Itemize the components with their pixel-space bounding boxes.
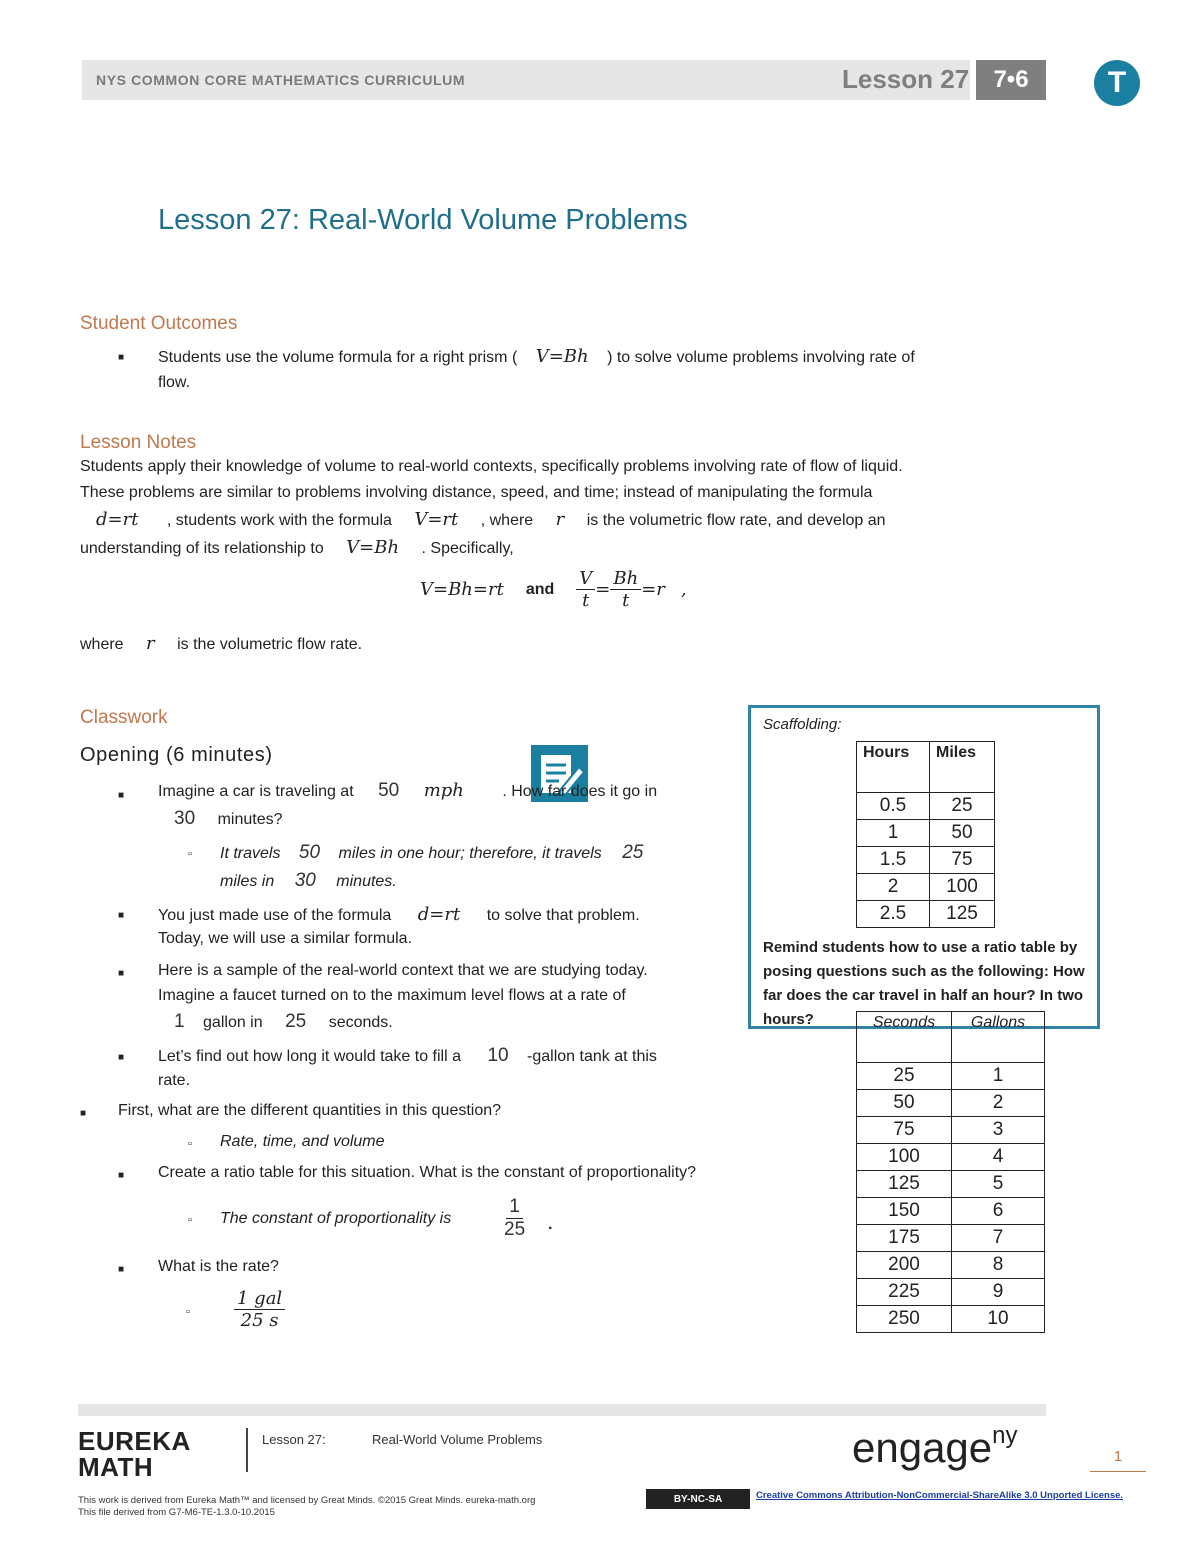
bullet-faucet: Here is a sample of the real-world context that we are studying today. [158, 962, 648, 979]
cc-license-icon: BY-NC-SA [646, 1489, 750, 1509]
answer-constant: The constant of proportionality is [220, 1210, 452, 1227]
bullet-icon: ■ [118, 1264, 125, 1275]
bullet-formula: You just made use of the formula d=rt to solve that problem. [158, 904, 640, 925]
equation-r: =r [641, 579, 665, 600]
notes-line3 [96, 509, 886, 530]
bullet-faucet-line2: Imagine a faucet turned on to the maximum level flows at a rate of [158, 987, 626, 1004]
outcome-text-b: ) to solve volume problems involving rate of [607, 349, 915, 366]
answer-car: It travels 50 miles in one hour; therefore, it travels 25 [220, 842, 644, 863]
footer-file: This file derived from G7-M6-TE-1.3.0-10.2015 [78, 1507, 275, 1518]
opening-heading: Opening (6 minutes) [80, 744, 273, 766]
fraction-rate: 1 gal 25 s [234, 1288, 285, 1331]
curriculum-label: NYS COMMON CORE MATHEMATICS CURRICULUM [96, 72, 466, 88]
footer-bar [78, 1404, 1046, 1416]
eureka-math-logo: EUREKA MATH [78, 1426, 191, 1482]
bullet-car-line2: 30 minutes? [174, 808, 283, 829]
outcome-text-c: flow. [158, 374, 191, 391]
scaffolding-note: Remind students how to use a ratio table by posing questions such as the following: How far does the car travel in half an hour? In two hours? [763, 939, 1085, 1028]
table-row: 250 10 [857, 1306, 1045, 1333]
bullet-icon: ■ [80, 1108, 87, 1119]
bullet-faucet-line3: 1 gallon in 25 seconds. [174, 1011, 393, 1032]
answer-marker-icon: ▫ [188, 848, 192, 860]
table-row: 75 3 [857, 1117, 1045, 1144]
bullet-icon: ■ [118, 790, 125, 801]
answer-car-line2: miles in 30 minutes. [220, 870, 397, 891]
scaffolding-label: Scaffolding: [763, 716, 842, 733]
engageny-logo: engage$^{ny}$ [852, 1422, 1018, 1471]
answer-marker-icon: ▫ [188, 1214, 192, 1226]
table-row: 50 2 [857, 1090, 1045, 1117]
bullet-car: Imagine a car is traveling at 50 mph . How far does it go in [158, 780, 658, 801]
bullet-quantities: First, what are the different quantities in this question? [118, 1102, 502, 1119]
formula-drt: d=rt [96, 509, 139, 530]
outcome-text-a: Students use the volume formula for a right prism ( [158, 349, 518, 366]
footer-lesson: Lesson 27: [262, 1432, 326, 1447]
answer-period: . [548, 1216, 553, 1233]
table-row: 150 6 [857, 1198, 1045, 1225]
fraction-bh-t: $\frac{Bh}{t}$ [610, 568, 641, 611]
bullet-tank-line2: rate. [158, 1072, 191, 1089]
table-row: 2 100 [857, 874, 995, 901]
equation-vbhrt: V=Bh=rt [420, 579, 504, 600]
notes-text: , where [480, 512, 534, 529]
variable-r: r [555, 509, 565, 530]
grade-module: 7•6 [976, 60, 1046, 100]
outcome-item [158, 346, 915, 367]
equation-equals: = [595, 579, 611, 600]
outcomes-heading: Student Outcomes [80, 313, 238, 334]
teacher-badge-icon: T [1094, 60, 1140, 106]
fraction-1-25: $\frac{1}{25}$ [504, 1196, 526, 1240]
formula-vbh: V=Bh [346, 537, 400, 558]
table-row: 125 5 [857, 1171, 1045, 1198]
bullet-icon: ■ [118, 1052, 125, 1063]
hours-miles-table [856, 741, 995, 928]
column-header-miles: Miles [930, 742, 995, 793]
notes-line1: Students apply their knowledge of volume to real-world contexts, specifically problems involving rate of flow of liquid. [80, 458, 903, 475]
notes-line4 [80, 537, 514, 558]
bullet-ratio-table: Create a ratio table for this situation. What is the constant of proportionality? [158, 1164, 697, 1181]
formula-vbh: V=Bh [535, 346, 589, 367]
equation-and: and [525, 580, 555, 598]
license-link[interactable]: Creative Commons Attribution-NonCommercial-ShareAlike 3.0 Unported License. [756, 1490, 1124, 1501]
table-row: 175 7 [857, 1225, 1045, 1252]
table-row: 1 50 [857, 820, 995, 847]
column-header-hours: Hours [857, 742, 930, 793]
classwork-heading: Classwork [80, 707, 168, 728]
table-row: 1.5 75 [857, 847, 995, 874]
notes-where: where r is the volumetric flow rate. [80, 633, 363, 654]
table-row: 2.5 125 [857, 901, 995, 928]
notes-heading: Lesson Notes [80, 432, 197, 453]
notes-text: is the volumetric flow rate, and develop an [586, 512, 886, 529]
bullet-icon: ■ [118, 910, 125, 921]
bullet-icon: ■ [118, 968, 125, 979]
answer-quantities: Rate, time, and volume [220, 1133, 385, 1150]
fraction-v-t: $\frac{V}{t}$ [576, 568, 595, 611]
page-number: 1 [1090, 1448, 1146, 1472]
table-row: 100 4 [857, 1144, 1045, 1171]
notes-text: understanding of its relationship to [80, 540, 324, 557]
equation-comma: , [680, 579, 687, 600]
seconds-gallons-table [856, 1011, 1045, 1333]
formula-vrt: V=rt [414, 509, 459, 530]
bullet-formula-line2: Today, we will use a similar formula. [158, 930, 413, 947]
answer-marker-icon: ▫ [186, 1306, 190, 1318]
bullet-icon: ■ [118, 1170, 125, 1181]
footer-divider [246, 1428, 248, 1472]
table-row: 25 1 [857, 1063, 1045, 1090]
variable-r: r [146, 633, 155, 654]
bullet-tank: Let’s find out how long it would take to fill a 10 -gallon tank at this [158, 1045, 657, 1066]
notes-line2: These problems are similar to problems involving distance, speed, and time; instead of manipulating the formula [80, 484, 873, 501]
notes-text: . Specifically, [421, 540, 514, 557]
notes-text: , students work with the formula [166, 512, 392, 529]
bullet-icon: ■ [118, 352, 125, 363]
footer-credit: This work is derived from Eureka Math™ and licensed by Great Minds. ©2015 Great Minds. eureka-math.org [78, 1495, 536, 1506]
column-header-gallons: Gallons [952, 1012, 1045, 1063]
table-row: 225 9 [857, 1279, 1045, 1306]
answer-marker-icon: ▫ [188, 1138, 192, 1150]
table-row: 0.5 25 [857, 793, 995, 820]
page-title: Lesson 27: Real-World Volume Problems [158, 204, 688, 236]
table-row: 200 8 [857, 1252, 1045, 1279]
main-equation [420, 568, 687, 611]
bullet-rate: What is the rate? [158, 1258, 279, 1275]
footer-title: Real-World Volume Problems [372, 1432, 543, 1447]
header-lesson: Lesson 27 [842, 64, 970, 94]
column-header-seconds: Seconds [857, 1012, 952, 1063]
